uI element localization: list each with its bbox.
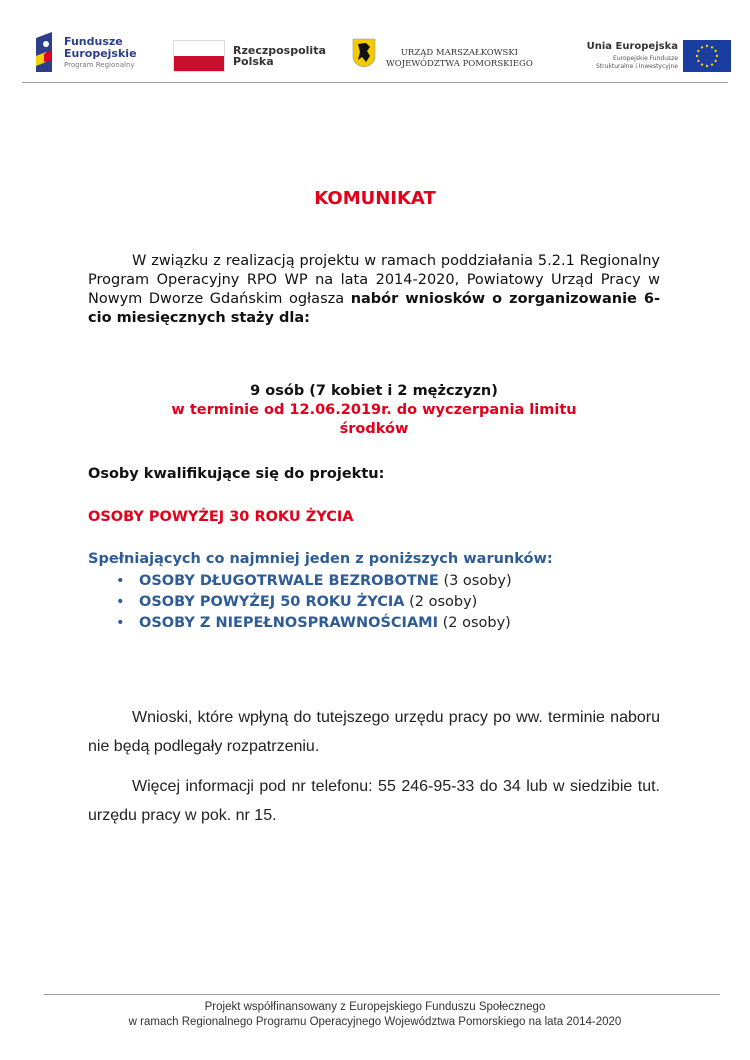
criterion-count: (3 osoby) <box>443 573 512 589</box>
criterion-label: OSOBY POWYŻEJ 50 ROKU ŻYCIA <box>139 594 405 610</box>
contact-text: Więcej informacji pod nr telefonu: 55 246-95-33 do 34 lub w siedzibie tut. urzędu pracy w pok. nr 15. <box>88 778 660 824</box>
header-divider <box>22 82 728 83</box>
deadline-text <box>88 401 660 439</box>
fe-line2: Europejskie <box>64 47 137 60</box>
list-item <box>114 592 512 613</box>
footer <box>0 1000 750 1030</box>
um-line1: URZĄD MARSZAŁKOWSKI <box>400 48 519 58</box>
fundusze-europejskie-logo <box>32 28 172 78</box>
note-paragraph <box>88 703 660 761</box>
eu-flag-icon <box>683 40 731 72</box>
participant-count: 9 osób (7 kobiet i 2 mężczyzn) <box>250 383 498 399</box>
eu-star-icon <box>706 45 708 47</box>
eu-star-icon <box>711 63 713 65</box>
footer-line2: w ramach Regionalnego Programu Operacyjnego Województwa Pomorskiego na lata 2014-2020 <box>128 1016 622 1028</box>
fe-sub: Program Regionalny <box>64 61 135 69</box>
criteria-list <box>114 571 512 634</box>
eu-star-icon <box>716 55 718 57</box>
unia-europejska-logo <box>570 28 730 78</box>
eu-star-icon <box>697 60 699 62</box>
pomorskie-crest-icon <box>352 38 376 68</box>
bullet-icon: • <box>116 573 125 589</box>
rzeczpospolita-polska-logo <box>173 28 326 78</box>
eu-star-icon <box>714 50 716 52</box>
bullet-icon: • <box>116 594 125 610</box>
deadline-line1: w terminie od 12.06.2019r. do wyczerpania limitu <box>171 402 577 418</box>
deadline-line2: środków <box>339 421 409 437</box>
fundusze-europejskie-mark-icon <box>32 32 56 72</box>
eu-star-icon <box>706 65 708 67</box>
page-title: KOMUNIKAT <box>314 188 436 209</box>
eu-star-icon <box>714 60 716 62</box>
ue-title: Unia Europejska <box>586 41 678 52</box>
criterion-label: OSOBY DŁUGOTRWALE BEZROBOTNE <box>139 573 439 589</box>
intro-paragraph <box>88 252 660 328</box>
eu-star-icon <box>701 63 703 65</box>
criterion-count: (2 osoby) <box>409 594 478 610</box>
fe-line1: Fundusze <box>64 35 123 48</box>
contact-paragraph <box>88 772 660 830</box>
conditions-heading: Spełniających co najmniej jeden z poniższych warunków: <box>88 551 553 567</box>
list-item <box>114 613 512 634</box>
rp-line1: Rzeczpospolita <box>233 44 326 57</box>
age-requirement: OSOBY POWYŻEJ 30 ROKU ŻYCIA <box>88 509 354 525</box>
eu-star-icon <box>711 46 713 48</box>
um-line2: WOJEWÓDZTWA POMORSKIEGO <box>386 59 533 69</box>
ue-sub2: Strukturalne i Inwestycyjne <box>595 63 678 70</box>
eu-star-icon <box>701 46 703 48</box>
eu-star-icon <box>697 50 699 52</box>
intro-plain: W związku z realizacją projektu w ramach poddziałania 5.2.1 Regionalny Program Operacyjny RPO WP na lata 2014-2020, Powiatowy Urząd Pracy w Nowym Dworze Gdańskim ogłasza <box>88 253 660 307</box>
criterion-count: (2 osoby) <box>442 615 511 631</box>
footer-line1: Projekt współfinansowany z Europejskiego Funduszu Społecznego <box>204 1001 546 1013</box>
qualify-heading: Osoby kwalifikujące się do projektu: <box>88 466 385 482</box>
list-item <box>114 571 512 592</box>
ue-sub1: Europejskie Fundusze <box>613 55 678 62</box>
intro-bold: nabór wniosków o zorganizowanie 6-cio miesięcznych staży dla: <box>88 291 660 326</box>
criterion-label: OSOBY Z NIEPEŁNOSPRAWNOŚCIAMI <box>139 615 438 631</box>
polish-flag-icon <box>173 40 225 72</box>
logo-bar <box>30 28 730 78</box>
footer-divider <box>44 994 720 995</box>
note-text: Wnioski, które wpłyną do tutejszego urzędu pracy po ww. terminie naboru nie będą podlegały rozpatrzeniu. <box>88 709 660 755</box>
bullet-icon: • <box>116 615 125 631</box>
urzad-marszalkowski-logo <box>350 28 550 78</box>
rp-line2: Polska <box>233 55 274 68</box>
eu-star-icon <box>696 55 698 57</box>
